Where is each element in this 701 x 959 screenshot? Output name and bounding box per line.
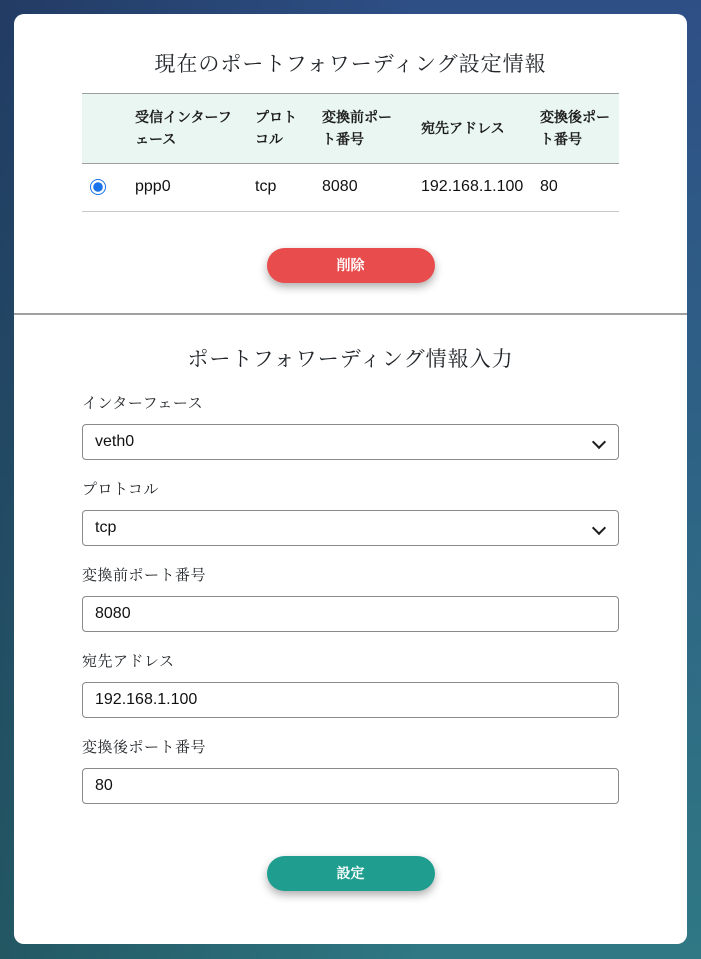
settings-card (14, 14, 687, 944)
cell-port-after: 80 (540, 178, 558, 196)
protocol-label: プロトコル (82, 480, 159, 498)
cell-dest-address: 192.168.1.100 (421, 178, 524, 196)
port-after-field-group (82, 738, 619, 804)
delete-button[interactable]: 削除 (267, 248, 435, 283)
table-header-row (82, 94, 619, 164)
dest-address-field-group (82, 652, 619, 718)
protocol-field-group (82, 480, 619, 546)
header-incoming-interface: 受信インターフェース (135, 109, 232, 147)
input-form-title: ポートフォワーディング情報入力 (187, 347, 514, 371)
port-after-label: 変換後ポート番号 (82, 738, 207, 756)
port-forwarding-table (82, 93, 619, 212)
header-select-column (82, 94, 127, 164)
header-dest-address: 宛先アドレス (421, 119, 505, 136)
port-after-input[interactable] (82, 768, 619, 804)
header-port-after: 変換後ポート番号 (540, 109, 610, 147)
cell-interface: ppp0 (135, 178, 171, 196)
port-before-field-group (82, 566, 619, 632)
row-select-radio[interactable] (90, 179, 106, 195)
header-protocol: プロトコル (255, 109, 297, 147)
port-before-input[interactable] (82, 596, 619, 632)
port-forwarding-form (82, 394, 619, 891)
dest-address-input[interactable] (82, 682, 619, 718)
interface-label: インターフェース (82, 394, 204, 412)
cell-port-before: 8080 (322, 178, 358, 196)
port-before-label: 変換前ポート番号 (82, 566, 207, 584)
interface-select[interactable] (82, 424, 619, 460)
submit-button[interactable]: 設定 (267, 856, 435, 891)
header-port-before: 変換前ポート番号 (322, 109, 392, 147)
input-form-section (14, 315, 687, 944)
dest-address-label: 宛先アドレス (82, 652, 175, 670)
interface-field-group (82, 394, 619, 460)
current-settings-section (14, 14, 687, 315)
cell-protocol: tcp (255, 178, 277, 196)
current-settings-title: 現在のポートフォワーディング設定情報 (154, 53, 547, 76)
table-row (82, 164, 619, 211)
protocol-select[interactable] (82, 510, 619, 546)
row-select-cell (82, 164, 127, 211)
